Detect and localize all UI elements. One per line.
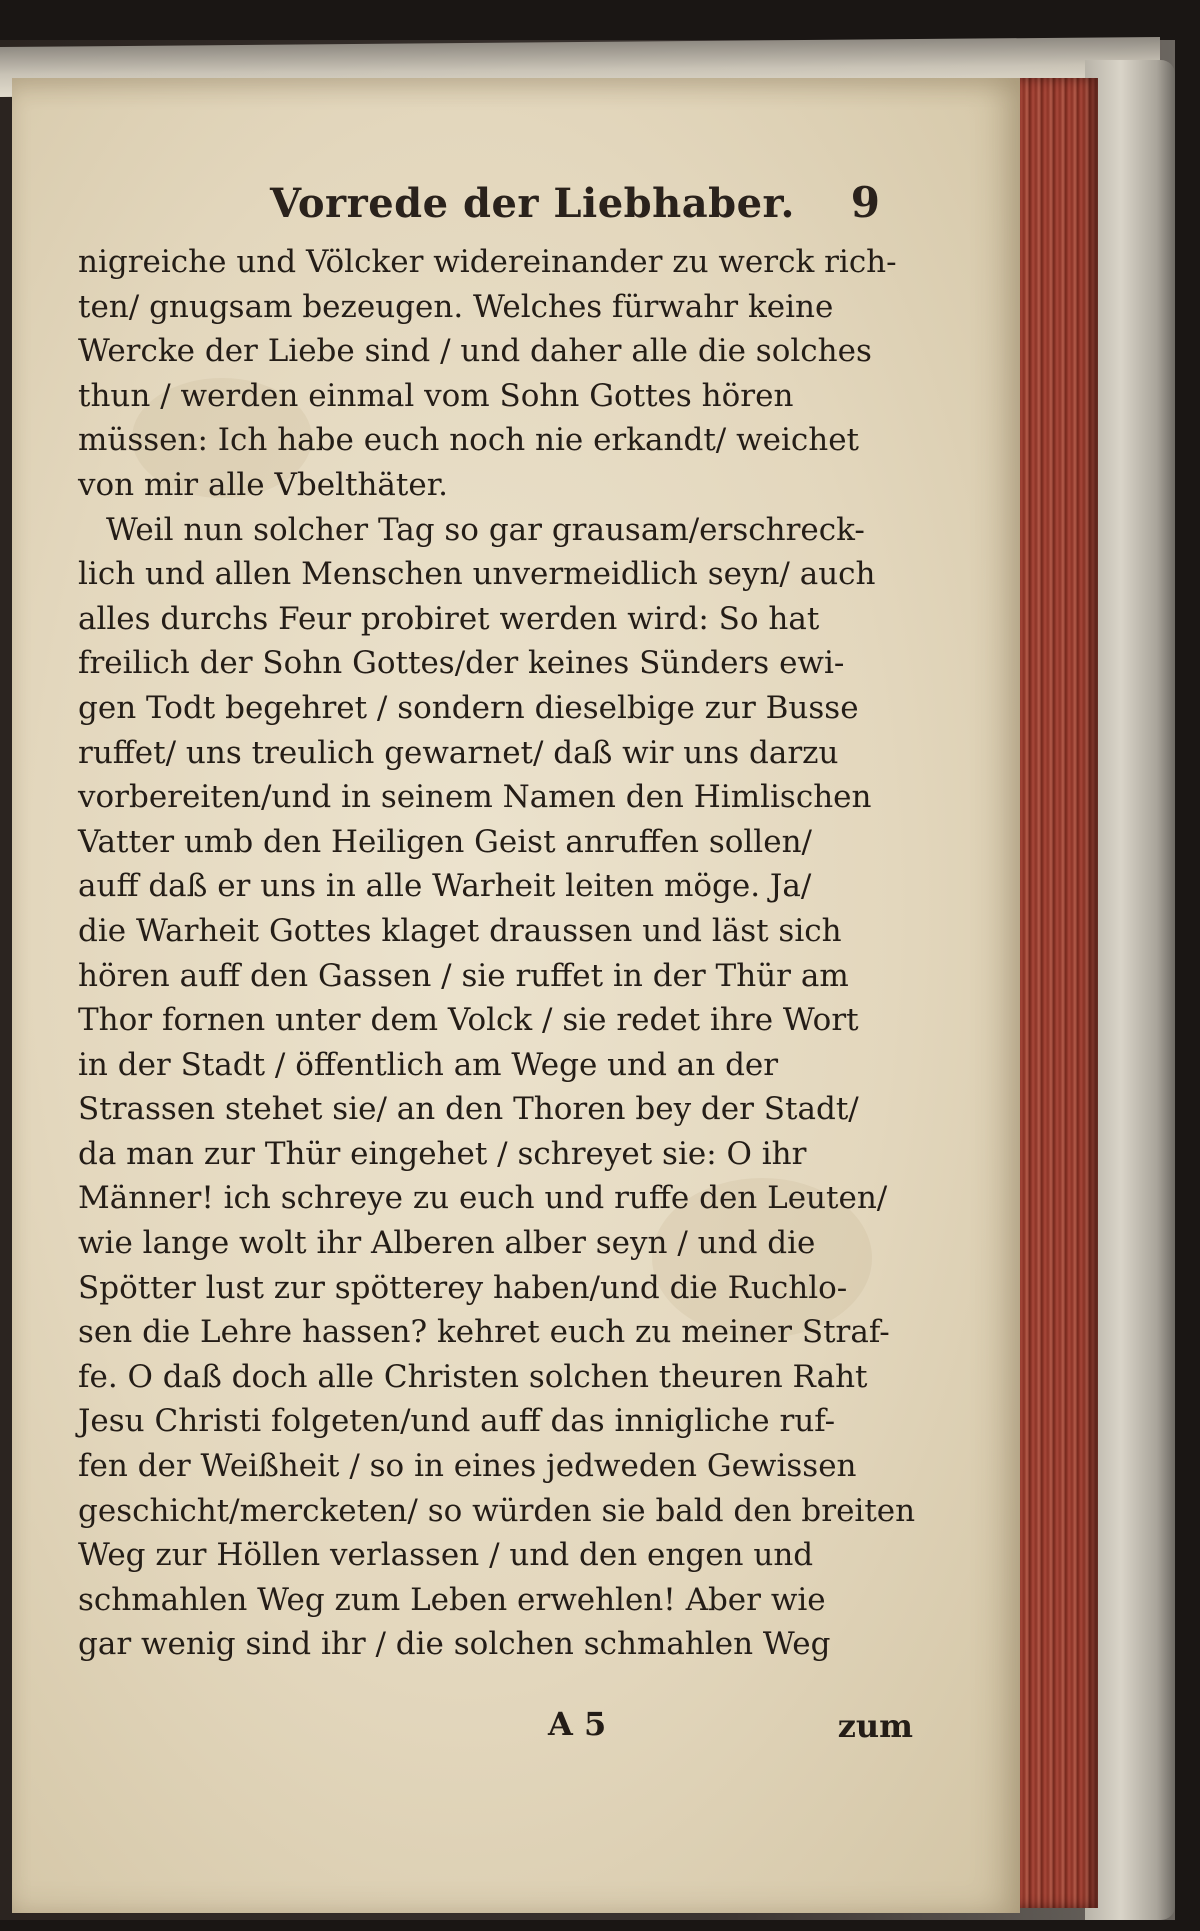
text-line: in der Stadt / öffentlich am Wege und an der bbox=[78, 1046, 779, 1083]
text-line: freilich der Sohn Gottes/der keines Sünders ewi- bbox=[78, 645, 845, 682]
text-line: fen der Weißheit / so in eines jedweden Gewissen bbox=[78, 1448, 857, 1485]
text-line: hören auff den Gassen / sie ruffet in der Thür am bbox=[78, 957, 849, 994]
text-line: ten/ gnugsam bezeugen. Welches fürwahr keine bbox=[78, 288, 834, 325]
running-head bbox=[270, 180, 910, 240]
text-line: Wercke der Liebe sind / und daher alle die solches bbox=[78, 333, 872, 370]
text-line: nigreiche und Völcker widereinander zu werck rich- bbox=[78, 244, 897, 280]
text-line: Männer! ich schreye zu euch und ruffe den Leuten/ bbox=[78, 1180, 888, 1217]
text-line: Spötter lust zur spötterey haben/und die Ruchlo- bbox=[78, 1269, 848, 1306]
text-line: gar wenig sind ihr / die solchen schmahlen Weg bbox=[78, 1626, 831, 1663]
text-line: thun / werden einmal vom Sohn Gottes hören bbox=[78, 377, 794, 414]
body-text bbox=[78, 240, 918, 1667]
text-line: Strassen stehet sie/ an den Thoren bey der Stadt/ bbox=[78, 1091, 859, 1128]
text-line: Thor fornen unter dem Volck / sie redet ihre Wort bbox=[78, 1002, 859, 1039]
catchword: zum bbox=[837, 1707, 913, 1745]
text-line: lich und allen Menschen unvermeidlich seyn/ auch bbox=[78, 556, 876, 593]
text-line: von mir alle Vbelthäter. bbox=[78, 466, 448, 503]
text-line: ruffet/ uns treulich gewarnet/ daß wir uns darzu bbox=[78, 734, 839, 771]
signature-mark: A 5 bbox=[548, 1705, 607, 1743]
text-line: wie lange wolt ihr Alberen alber seyn / und die bbox=[78, 1225, 816, 1262]
text-line: Weil nun solcher Tag so gar grausam/erschreck- bbox=[106, 511, 865, 548]
text-line: gen Todt begehret / sondern dieselbige zur Busse bbox=[78, 689, 859, 726]
page-number: 9 bbox=[850, 178, 880, 227]
text-line: müssen: Ich habe euch noch nie erkandt/ weichet bbox=[78, 422, 860, 459]
text-line: Vatter umb den Heiligen Geist anruffen sollen/ bbox=[78, 823, 812, 860]
text-line: schmahlen Weg zum Leben erwehlen! Aber wie bbox=[78, 1581, 826, 1618]
text-line: Jesu Christi folgeten/und auff das innigliche ruf- bbox=[78, 1403, 836, 1440]
book-binding bbox=[1085, 60, 1175, 1920]
text-line: auff daß er uns in alle Warheit leiten möge. Ja/ bbox=[78, 868, 812, 905]
text-line: die Warheit Gottes klaget draussen und läst sich bbox=[78, 912, 842, 949]
text-line: sen die Lehre hassen? kehret euch zu meiner Straf- bbox=[78, 1314, 890, 1351]
page-footer bbox=[78, 1705, 918, 1751]
text-line: vorbereiten/und in seinem Namen den Himlischen bbox=[78, 779, 872, 816]
text-line: geschicht/mercketen/ so würden sie bald den breiten bbox=[78, 1492, 916, 1529]
page-fore-edge bbox=[1018, 78, 1098, 1908]
text-line: fe. O daß doch alle Christen solchen theuren Raht bbox=[78, 1358, 868, 1395]
text-line: Weg zur Höllen verlassen / und den engen und bbox=[78, 1537, 814, 1574]
text-line: da man zur Thür eingehet / schreyet sie: O ihr bbox=[78, 1135, 807, 1172]
running-head-title: Vorrede der Liebhaber. bbox=[270, 180, 795, 227]
text-line: alles durchs Feur probiret werden wird: So hat bbox=[78, 600, 820, 637]
